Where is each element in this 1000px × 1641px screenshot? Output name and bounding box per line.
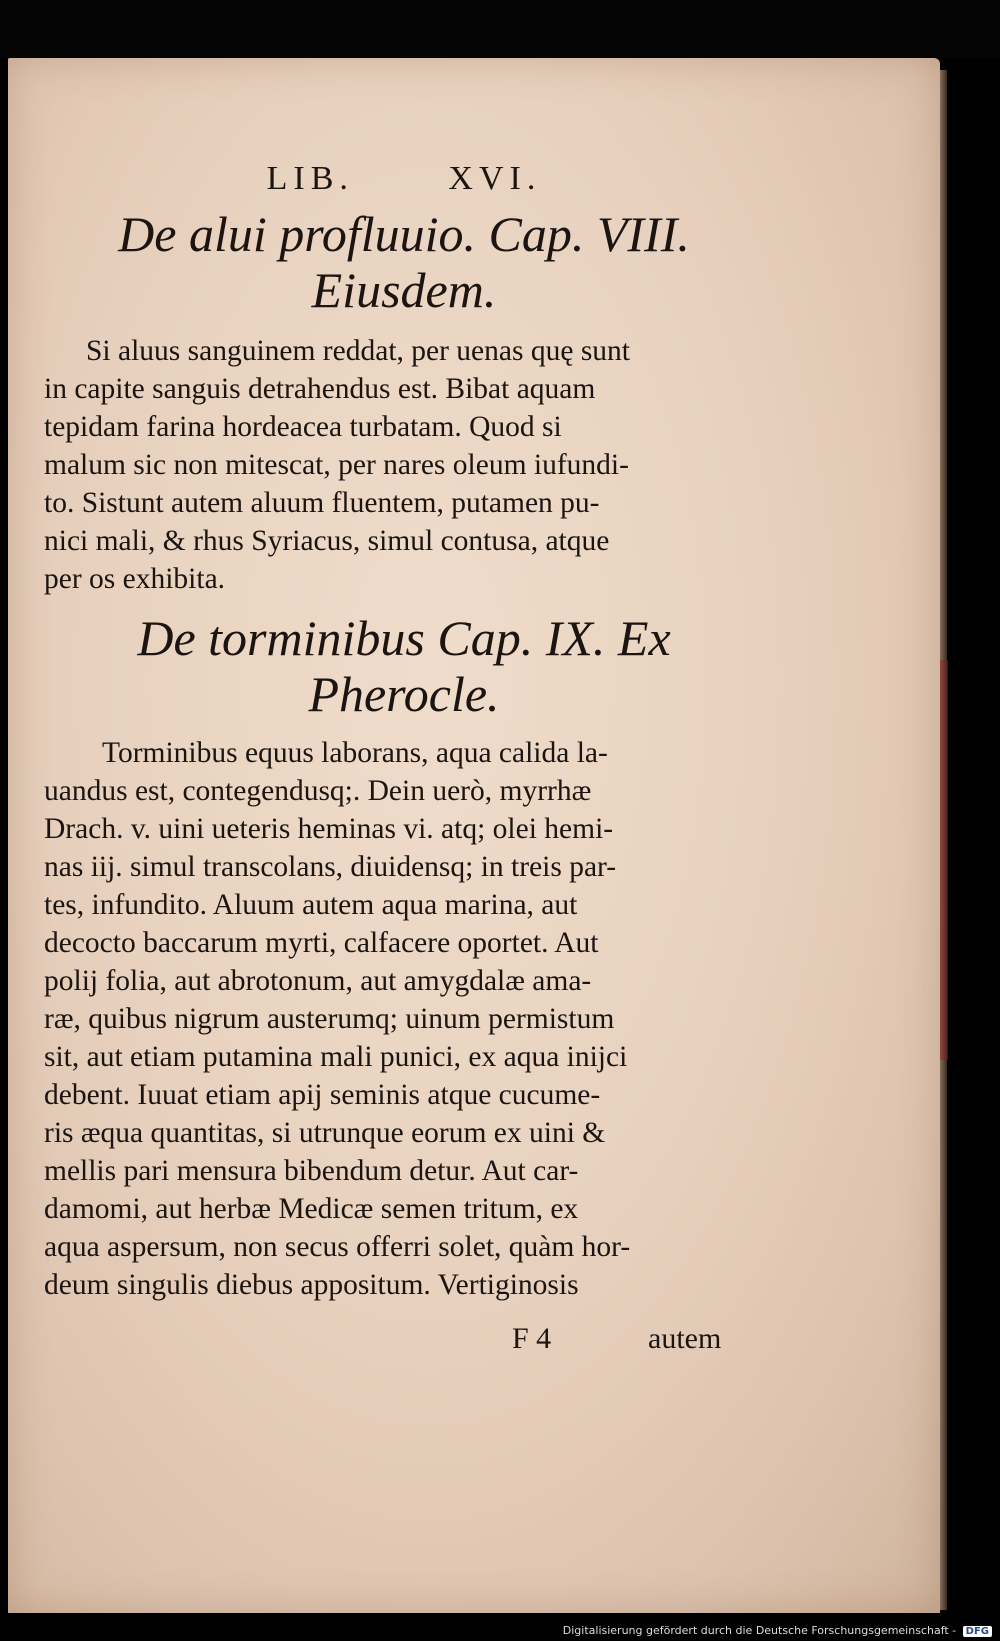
- credit-text: Digitalisierung gefördert durch die Deutsche Forschungsgemeinschaft -: [562, 1624, 957, 1637]
- running-head: [44, 160, 764, 198]
- heading-line: De alui profluuio. Cap. VIII.: [118, 206, 690, 262]
- catchword: autem: [648, 1322, 722, 1355]
- text-line: aqua aspersum, non secus offerri solet, quàm hor-: [44, 1231, 631, 1263]
- dfg-logo-icon: DFG: [963, 1626, 992, 1637]
- text-line: sit, aut etiam putamina mali punici, ex aqua iniјci: [44, 1041, 628, 1073]
- chapter-heading-ix: [44, 610, 764, 722]
- page-text: [44, 160, 764, 1304]
- text-line: Torminibus equus laborans, aqua calida la-: [102, 737, 608, 769]
- text-line: Si aluus sanguinem reddat, per uenas quę sunt: [86, 335, 630, 367]
- heading-line: Pherocle.: [308, 666, 500, 722]
- text-line: damomi, aut herbæ Medicæ semen tritum, ex: [44, 1193, 579, 1225]
- scan-background: [0, 0, 1000, 58]
- text-line: mellis pari mensura bibendum detur. Aut car-: [44, 1155, 579, 1187]
- text-line: tepidam farina hordeacea turbatam. Quod si: [44, 411, 562, 443]
- heading-line: Eiusdem.: [311, 262, 497, 318]
- running-head-number: XVI.: [448, 160, 542, 197]
- text-line: decocto baccarum myrti, calfacere oportet. Aut: [44, 927, 599, 959]
- text-line: in capite sanguis detrahendus est. Bibat aquam: [44, 373, 596, 405]
- paragraph-alui: [44, 332, 764, 598]
- running-head-book: LIB.: [266, 160, 354, 197]
- text-line: nici mali, & rhus Syriacus, simul contusa, atque: [44, 525, 610, 557]
- text-line: polij folia, aut abrotonum, aut amygdalæ ama-: [44, 965, 592, 997]
- text-line: uandus est, contegendusq;. Dein uerò, myrrhæ: [44, 775, 592, 807]
- text-line: Drach. v. uini ueteris heminas vi. atq; olei hemi-: [44, 813, 614, 845]
- text-line: tes, infundito. Aluum autem aqua marina, aut: [44, 889, 578, 921]
- signature-mark: F 4: [512, 1322, 552, 1355]
- text-line: to. Sistunt autem aluum fluentem, putamen pu-: [44, 487, 600, 519]
- text-line: ris æqua quantitas, si utrunque eorum ex uini &: [44, 1117, 606, 1149]
- heading-line: De torminibus Cap. IX. Ex: [137, 610, 671, 666]
- chapter-heading-viii: [44, 206, 764, 318]
- paragraph-torminibus: [44, 734, 764, 1304]
- text-line: ræ, quibus nigrum austerumq; uinum permistum: [44, 1003, 615, 1035]
- text-line: deum singulis diebus appositum. Vertiginosis: [44, 1269, 579, 1301]
- text-line: per os exhibita.: [44, 563, 226, 595]
- text-line: debent. Iuuat etiam apij seminis atque cucume-: [44, 1079, 601, 1111]
- text-line: nas iij. simul transcolans, diuidensq; in treis par-: [44, 851, 617, 883]
- text-line: malum sic non mitescat, per nares oleum iufundi-: [44, 449, 629, 481]
- digitization-credit: [563, 1624, 992, 1637]
